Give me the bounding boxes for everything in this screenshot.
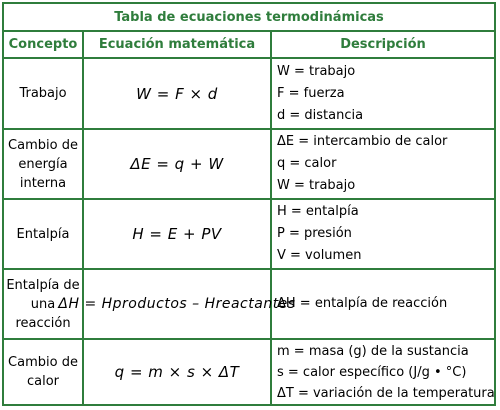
header-concept: Concepto [4,32,84,57]
description-item: F = fuerza [277,85,345,101]
table-row [4,340,494,404]
description-item: ΔT = variación de la temperatura [277,385,495,401]
concept-label: Cambio de energía interna [8,137,78,191]
description-item: H = entalpía [277,204,359,219]
description-list [277,341,495,404]
thermodynamics-table [2,2,496,406]
equation-text: H = E + PV [132,225,222,243]
header-equation: Ecuación matemática [84,32,272,57]
description-item: P = presión [277,226,352,241]
concept-label: Entalpía [16,226,70,242]
description-item: ΔH = entalpía de reacción [277,296,448,311]
table-row [4,200,494,270]
table-header-row [4,32,494,59]
description-list [277,61,363,127]
table-title: Tabla de ecuaciones termodinámicas [114,9,384,25]
description-item: m = masa (g) de la sustancia [277,343,469,359]
description-item: d = distancia [277,107,364,123]
description-item: q = calor [277,156,337,171]
table-row [4,130,494,200]
description-item: W = trabajo [277,178,356,193]
description-item: s = calor específico (J/g • °C) [277,364,467,380]
header-description: Descripción [340,37,426,52]
concept-label: Cambio de calor [8,355,78,389]
table-row [4,59,494,130]
description-list [277,201,361,267]
equation-text: ΔH = Hproductos – Hreactantes [58,296,296,312]
equation-text: ΔE = q + W [130,155,224,173]
table-row [4,270,494,340]
concept-label: Entalpía de una reacción [6,277,80,331]
description-item: W = trabajo [277,63,356,79]
description-item: V = volumen [277,248,362,263]
description-list [277,131,447,197]
equation-text: q = m × s × ΔT [114,363,240,381]
equation-text: W = F × d [136,84,218,103]
table-title-row [4,4,494,32]
concept-label: Trabajo [19,86,67,101]
description-item: ΔE = intercambio de calor [277,134,448,149]
description-list [277,293,447,315]
